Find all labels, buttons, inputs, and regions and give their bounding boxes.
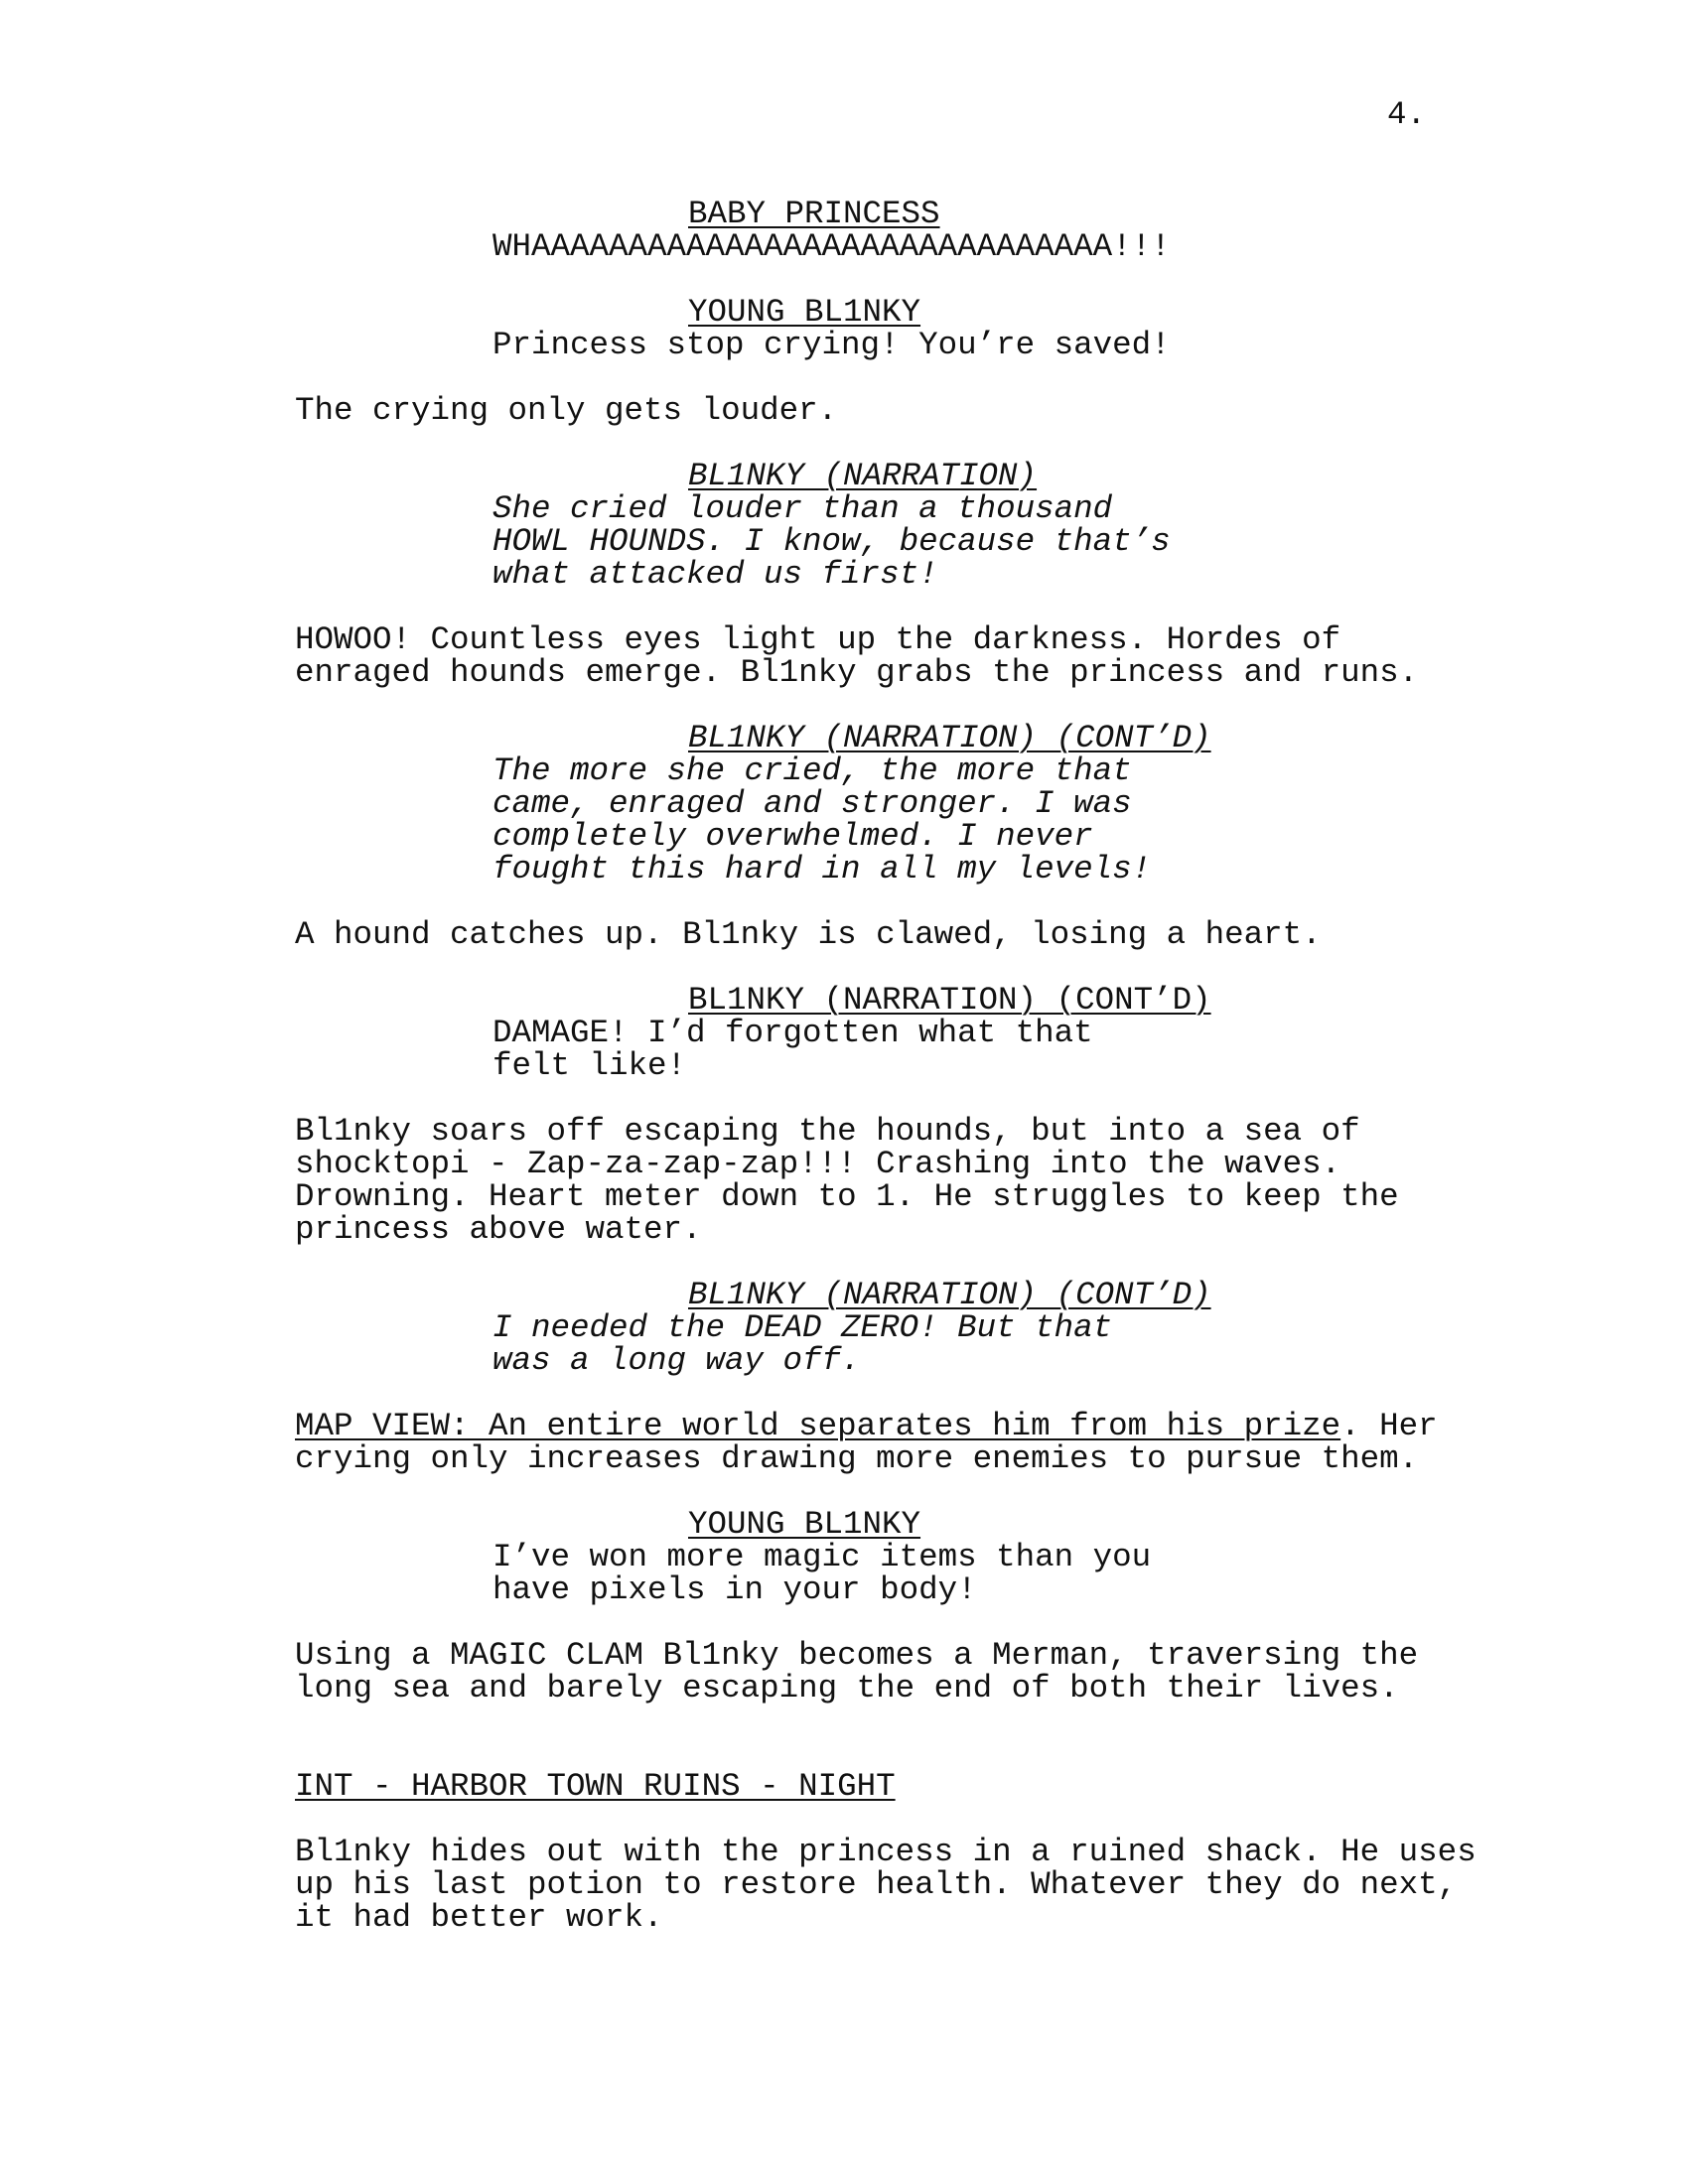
map-view-underlined-text: MAP VIEW: An entire world separates him from his prize — [295, 1408, 1341, 1444]
dialogue-line: was a long way off. — [492, 1342, 861, 1379]
action-line: shocktopi - Zap-za-zap-zap!!! Crashing into the waves. — [295, 1146, 1341, 1182]
character-name: BL1NKY (NARRATION) (CONT’D) — [688, 1277, 1211, 1313]
character-name: BABY PRINCESS — [688, 196, 940, 232]
character-name: BL1NKY (NARRATION) — [688, 458, 1038, 494]
dialogue-line: fought this hard in all my levels! — [492, 851, 1152, 887]
scene-heading: INT - HARBOR TOWN RUINS - NIGHT — [295, 1768, 896, 1805]
character-name: YOUNG BL1NKY — [688, 294, 921, 331]
action-line: crying only increases drawing more enemies to pursue them. — [295, 1440, 1419, 1477]
action-line: it had better work. — [295, 1899, 663, 1936]
dialogue-line: felt like! — [492, 1047, 687, 1084]
page-number: 4. — [1387, 96, 1427, 133]
action-line: Bl1nky hides out with the princess in a ruined shack. He uses — [295, 1834, 1477, 1870]
dialogue-line: DAMAGE! I’d forgotten what that — [492, 1015, 1093, 1051]
dialogue-line: WHAAAAAAAAAAAAAAAAAAAAAAAAAAAAAA!!! — [492, 228, 1171, 265]
character-name: BL1NKY (NARRATION) (CONT’D) — [688, 720, 1211, 756]
dialogue-line: She cried louder than a thousand — [492, 490, 1113, 527]
action-line: The crying only gets louder. — [295, 392, 838, 429]
action-line: up his last potion to restore health. Whatever they do next, — [295, 1866, 1458, 1903]
action-line: Using a MAGIC CLAM Bl1nky becomes a Merman, traversing the — [295, 1637, 1419, 1674]
character-name: BL1NKY (NARRATION) (CONT’D) — [688, 982, 1211, 1019]
dialogue-line: Princess stop crying! You’re saved! — [492, 327, 1171, 363]
action-text: . Her — [1340, 1408, 1438, 1444]
action-line: princess above water. — [295, 1211, 702, 1248]
dialogue-line: The more she cried, the more that — [492, 752, 1132, 789]
action-line: A hound catches up. Bl1nky is clawed, losing a heart. — [295, 916, 1322, 953]
dialogue-line: what attacked us first! — [492, 556, 938, 593]
action-line: Bl1nky soars off escaping the hounds, but into a sea of — [295, 1113, 1360, 1150]
dialogue-line: came, enraged and stronger. I was — [492, 785, 1132, 822]
character-name: YOUNG BL1NKY — [688, 1506, 921, 1543]
action-line: long sea and barely escaping the end of both their lives. — [295, 1670, 1399, 1706]
dialogue-line: HOWL HOUNDS. I know, because that’s — [492, 523, 1171, 560]
action-line — [295, 1410, 1438, 1442]
action-line: HOWOO! Countless eyes light up the darkness. Hordes of — [295, 621, 1341, 658]
dialogue-line: completely overwhelmed. I never — [492, 818, 1093, 855]
dialogue-line: I needed the DEAD ZERO! But that — [492, 1309, 1113, 1346]
action-line: Drowning. Heart meter down to 1. He struggles to keep the — [295, 1178, 1399, 1215]
action-line: enraged hounds emerge. Bl1nky grabs the princess and runs. — [295, 654, 1419, 691]
dialogue-line: have pixels in your body! — [492, 1571, 977, 1608]
dialogue-line: I’ve won more magic items than you — [492, 1539, 1152, 1575]
